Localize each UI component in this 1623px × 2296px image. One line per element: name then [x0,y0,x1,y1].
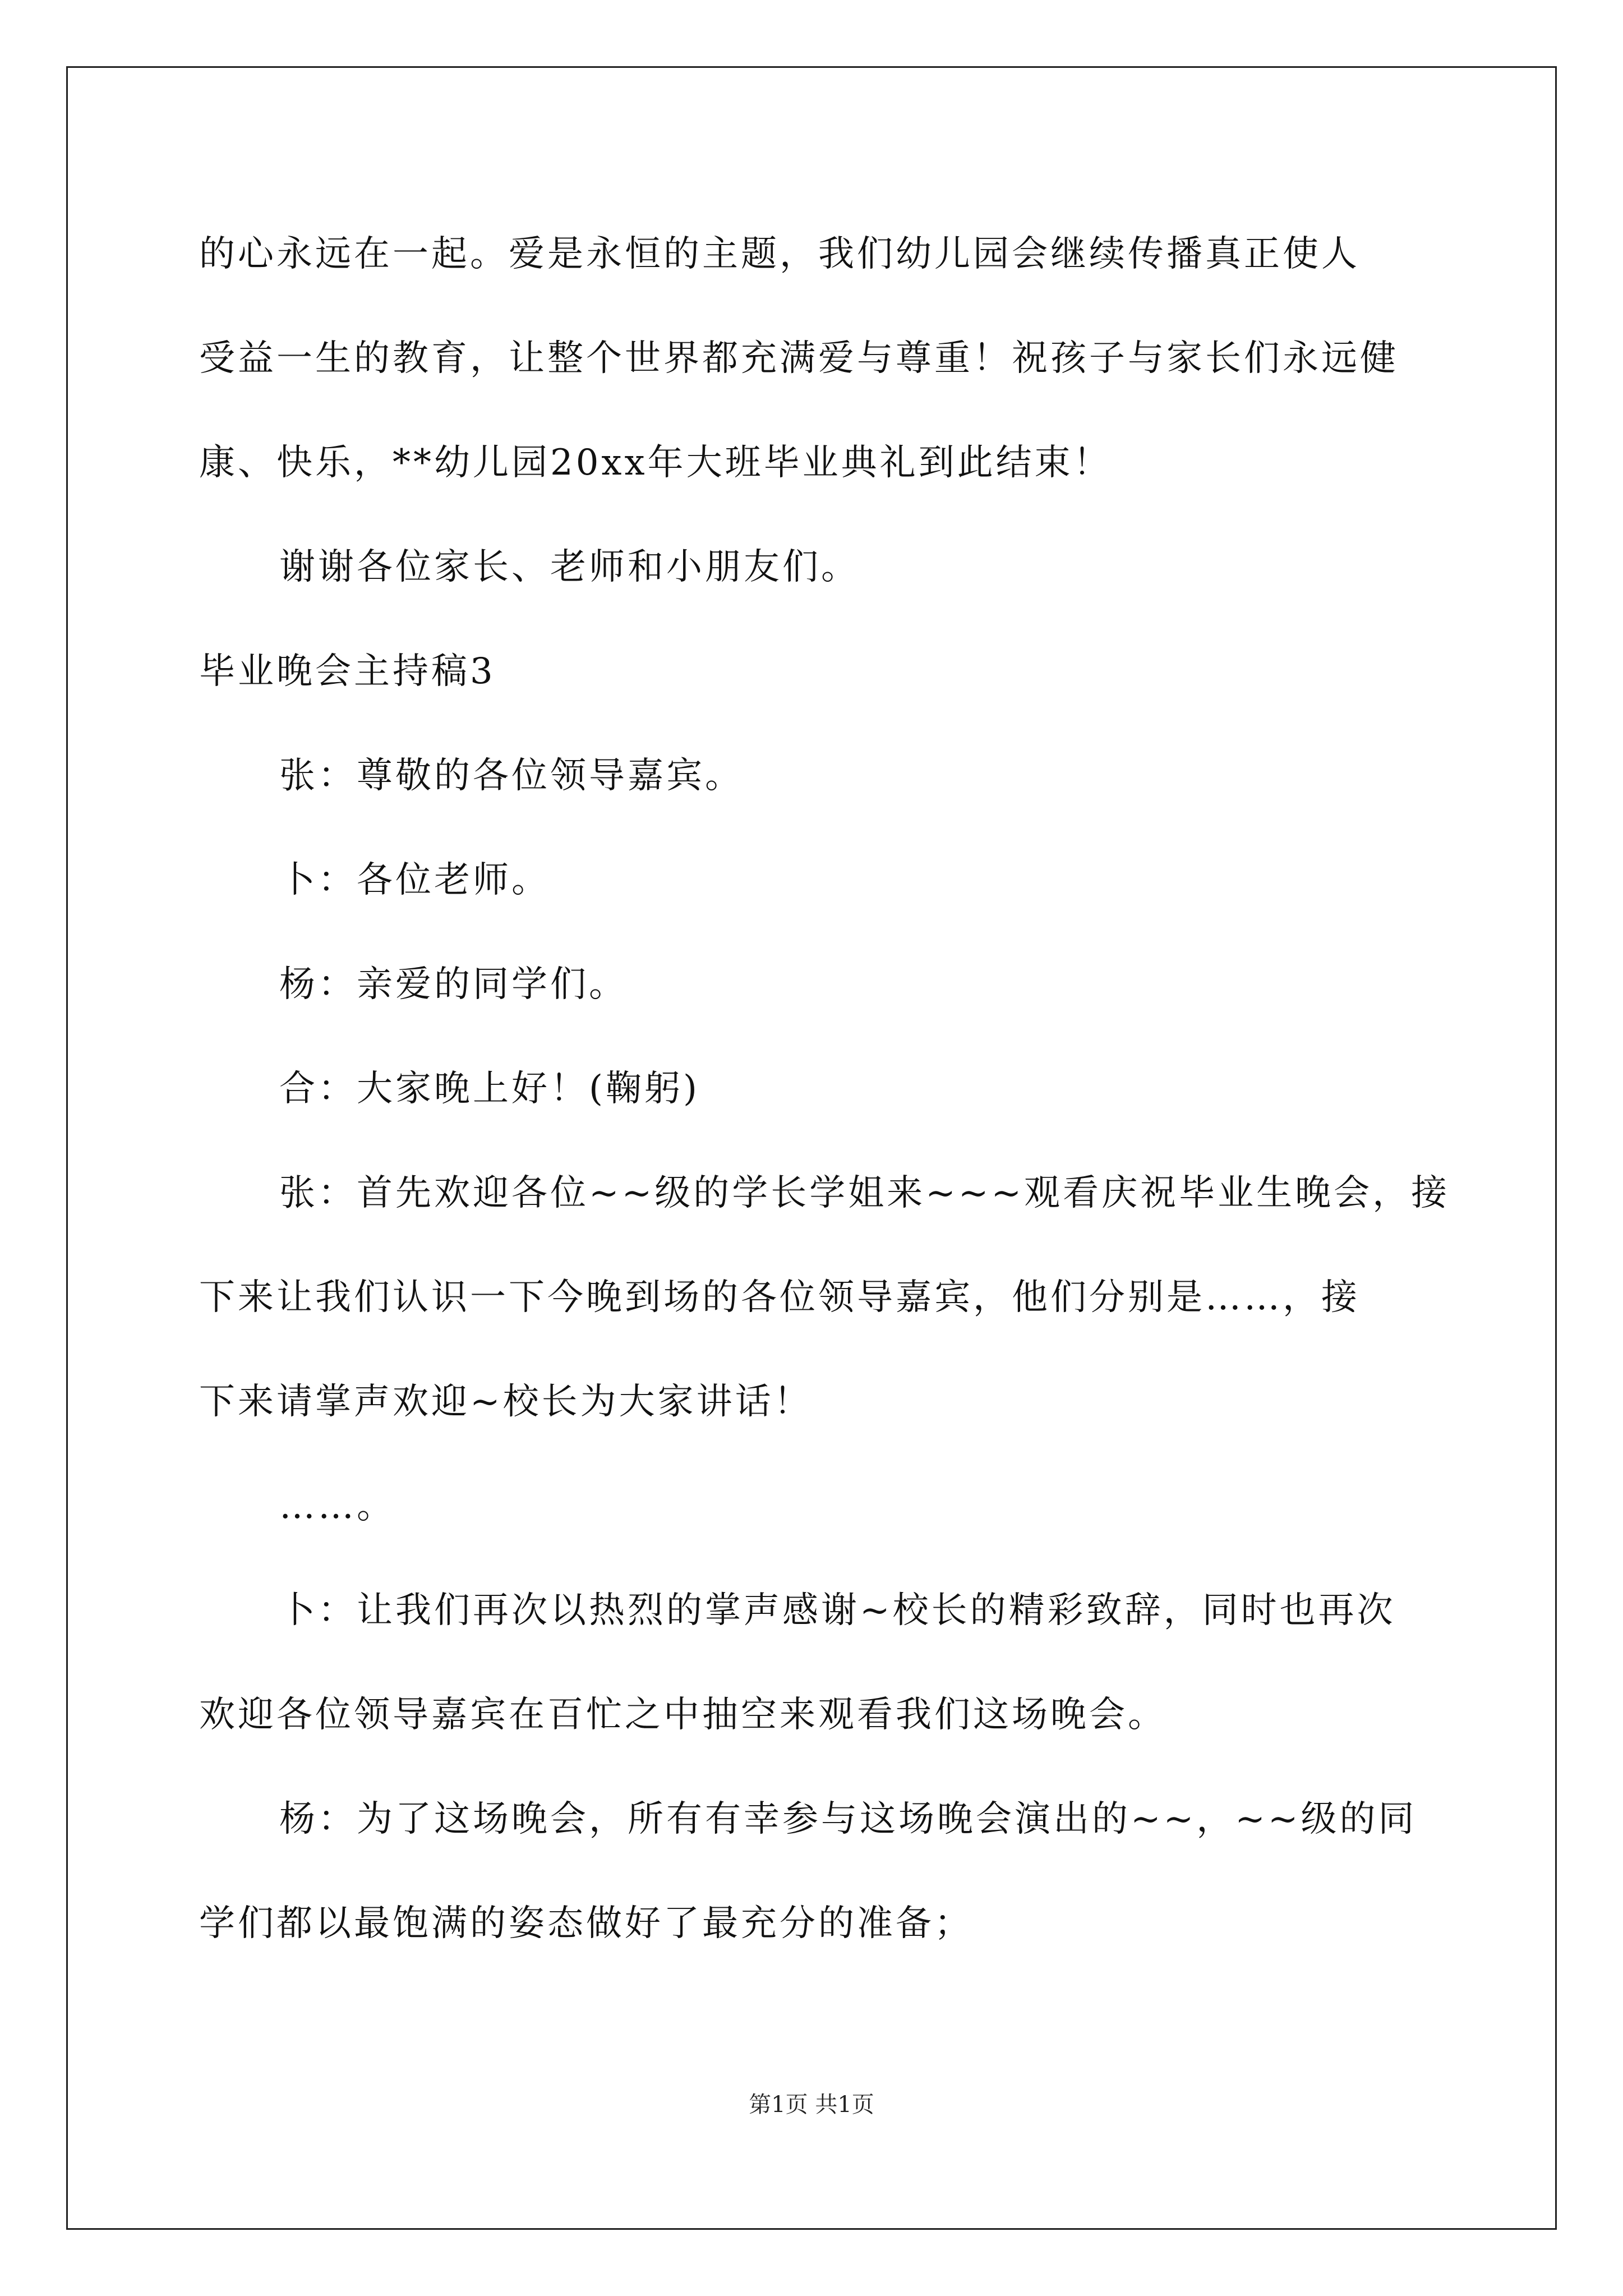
text-line-12: 下来请掌声欢迎~校长为大家讲话！ [199,1381,813,1423]
text-line-15: 欢迎各位领导嘉宾在百忙之中抽空来观看我们这场晚会。 [199,1694,1166,1736]
text-line-3: 康、快乐，**幼儿园20xx年大班毕业典礼到此结束！ [199,442,1112,484]
text-line-4: 谢谢各位家长、老师和小朋友们。 [279,546,860,588]
section-heading: 毕业晚会主持稿3 [199,651,496,692]
text-line-13: ……。 [279,1485,395,1527]
document-body [199,202,1450,1976]
text-line-10: 张：首先欢迎各位~~级的学长学姐来~~~观看庆祝毕业生晚会，接 [279,1172,1450,1214]
text-line-17: 学们都以最饱满的姿态做好了最充分的准备； [199,1903,973,1944]
text-line-7: 卜：各位老师。 [279,859,550,901]
text-line-16: 杨：为了这场晚会，所有有幸参与这场晚会演出的~~，~~级的同 [279,1798,1417,1840]
text-line-2: 受益一生的教育，让整个世界都充满爱与尊重！祝孩子与家长们永远健 [199,338,1399,379]
text-line-9: 合：大家晚上好！(鞠躬) [279,1068,700,1110]
text-line-11: 下来让我们认识一下今晚到场的各位领导嘉宾，他们分别是……，接 [199,1277,1360,1318]
text-line-8: 杨：亲爱的同学们。 [279,964,628,1005]
page-footer: 第1页 共1页 [749,2092,874,2118]
text-line-14: 卜：让我们再次以热烈的掌声感谢~校长的精彩致辞，同时也再次 [279,1590,1396,1631]
text-line-1: 的心永远在一起。爱是永恒的主题，我们幼儿园会继续传播真正使人 [199,233,1360,275]
text-line-6: 张：尊敬的各位领导嘉宾。 [279,755,744,797]
